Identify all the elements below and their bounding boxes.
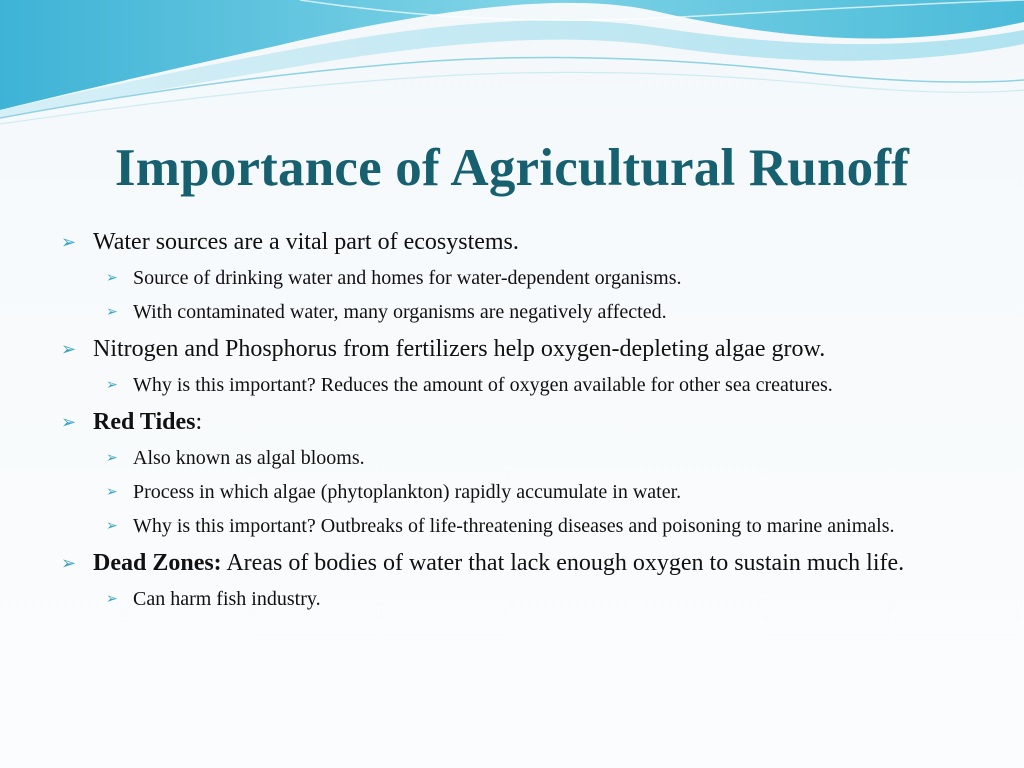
- bullet-bold-text: Dead Zones:: [93, 550, 222, 576]
- arrowhead-right-icon: ➢: [106, 271, 118, 286]
- arrowhead-right-icon: ➢: [61, 232, 77, 252]
- subbullet-text: Why is this important? Outbreaks of life-threatening diseases and poisoning to marine animals.: [133, 515, 895, 537]
- subbullet-text: Also known as algal blooms.: [133, 447, 365, 469]
- subbullet-fish-industry: [106, 585, 965, 614]
- subbullet-oxygen-reduction: [106, 371, 965, 400]
- subbullet-text: Why is this important? Reduces the amount of oxygen available for other sea creatures.: [133, 374, 833, 396]
- bullet-bold-text: Red Tides: [93, 409, 196, 435]
- bullet-text: Areas of bodies of water that lack enough oxygen to sustain much life.: [221, 550, 905, 576]
- subbullet-phytoplankton: [106, 478, 965, 507]
- subbullet-contaminated-water: [106, 298, 965, 327]
- arrowhead-right-icon: ➢: [106, 592, 118, 607]
- subbullet-text: Source of drinking water and homes for water-dependent organisms.: [133, 267, 682, 289]
- arrowhead-right-icon: ➢: [61, 553, 77, 573]
- bullet-water-sources: [60, 226, 965, 259]
- arrowhead-right-icon: ➢: [106, 451, 118, 466]
- bullet-text: Water sources are a vital part of ecosystems.: [93, 229, 519, 255]
- arrowhead-right-icon: ➢: [106, 519, 118, 534]
- bullet-text: Nitrogen and Phosphorus from fertilizers help oxygen-depleting algae grow.: [93, 336, 826, 362]
- subbullet-drinking-water: [106, 264, 965, 293]
- arrowhead-right-icon: ➢: [106, 485, 118, 500]
- bullet-text: :: [195, 409, 203, 435]
- arrowhead-right-icon: ➢: [61, 339, 77, 359]
- subbullet-text: Process in which algae (phytoplankton) rapidly accumulate in water.: [133, 481, 682, 503]
- bullet-dead-zones: [60, 547, 965, 580]
- subbullet-outbreaks: [106, 512, 965, 541]
- arrowhead-right-icon: ➢: [106, 378, 118, 393]
- subbullet-text: Can harm fish industry.: [133, 588, 321, 610]
- subbullet-text: With contaminated water, many organisms are negatively affected.: [133, 301, 667, 323]
- bullet-nitrogen-phosphorus: [60, 333, 965, 366]
- subbullet-algal-blooms: [106, 444, 965, 473]
- arrowhead-right-icon: ➢: [106, 305, 118, 320]
- slide-title: Importance of Agricultural Runoff: [114, 139, 910, 197]
- arrowhead-right-icon: ➢: [61, 412, 77, 432]
- bullet-list: [60, 220, 965, 614]
- bullet-red-tides: [60, 406, 965, 439]
- header-wave-decoration: [0, 0, 1024, 130]
